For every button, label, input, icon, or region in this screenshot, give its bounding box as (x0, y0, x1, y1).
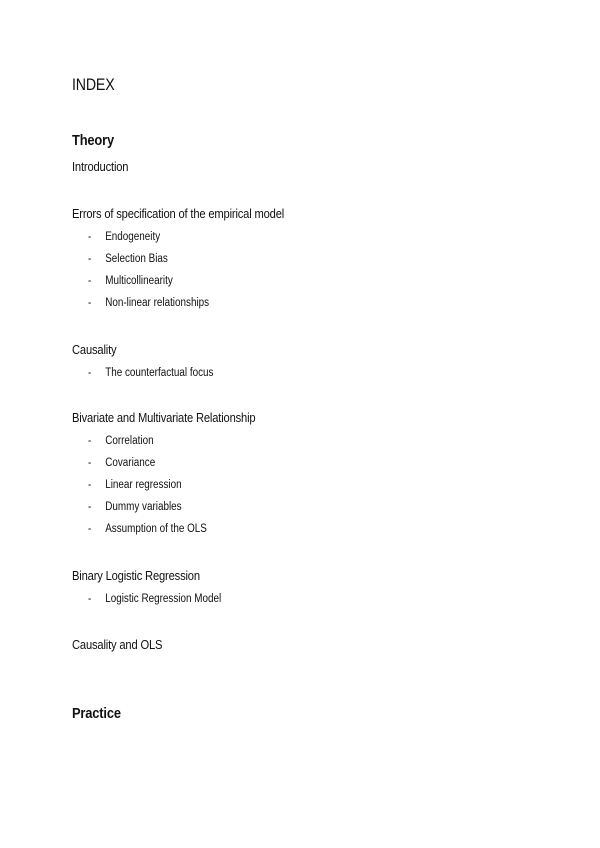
list-item (88, 275, 173, 287)
list-item (88, 253, 168, 265)
bullet-dash: - (88, 457, 92, 469)
index-title: INDEX (72, 76, 115, 94)
bullet-dash: - (88, 479, 92, 491)
introduction-entry: Introduction (72, 159, 129, 174)
list-item (88, 297, 209, 309)
list-item-label: Covariance (105, 457, 156, 469)
list-item (88, 457, 155, 469)
bullet-dash: - (88, 593, 92, 605)
bullet-dash: - (88, 231, 92, 243)
practice-heading: Practice (72, 705, 121, 722)
bullet-dash: - (88, 275, 92, 287)
bivariate-section-title: Bivariate and Multivariate Relationship (72, 410, 256, 425)
list-item (88, 231, 160, 243)
list-item (88, 479, 182, 491)
bullet-dash: - (88, 253, 92, 265)
list-item (88, 523, 207, 535)
bullet-dash: - (88, 501, 92, 513)
causality-ols-entry: Causality and OLS (72, 637, 163, 652)
logistic-section-title: Binary Logistic Regression (72, 568, 200, 583)
bullet-dash: - (88, 523, 92, 535)
bullet-dash: - (88, 367, 92, 379)
list-item-label: Multicollinearity (105, 275, 173, 287)
list-item-label: Assumption of the OLS (105, 523, 207, 535)
list-item-label: Non-linear relationships (105, 297, 210, 309)
list-item-label: Endogeneity (105, 231, 161, 243)
theory-heading: Theory (72, 132, 114, 149)
bullet-dash: - (88, 435, 92, 447)
list-item (88, 367, 214, 379)
list-item-label: The counterfactual focus (105, 367, 214, 379)
list-item-label: Logistic Regression Model (105, 593, 222, 605)
list-item-label: Dummy variables (105, 501, 182, 513)
list-item-label: Linear regression (105, 479, 182, 491)
list-item-label: Selection Bias (105, 253, 168, 265)
list-item (88, 501, 182, 513)
list-item (88, 593, 221, 605)
bullet-dash: - (88, 297, 92, 309)
list-item-label: Correlation (105, 435, 154, 447)
errors-section-title: Errors of specification of the empirical model (72, 206, 285, 221)
causality-section-title: Causality (72, 342, 117, 357)
list-item (88, 435, 154, 447)
